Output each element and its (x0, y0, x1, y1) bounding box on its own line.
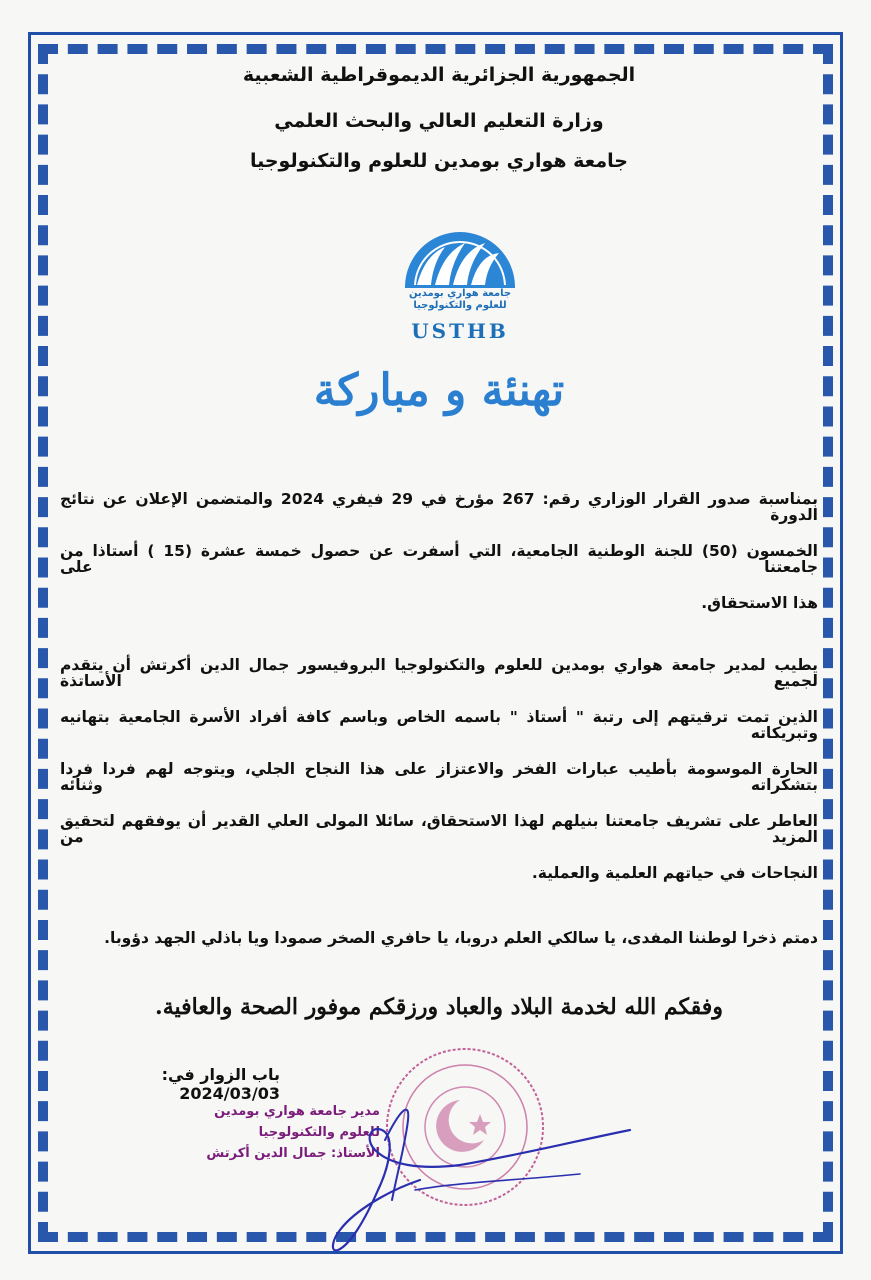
date-value: 2024/03/03 (179, 1084, 280, 1103)
certificate (60, 60, 818, 1230)
paragraph-line: العاطر على تشريف جامعتنا بنيلهم لهذا الاستحقاق، سائلا المولى العلي القدير أن يوفقهم لتحقيق المزيد من (60, 812, 818, 846)
logo-arabic-line2: للعلوم والتكنولوجيا (413, 299, 507, 311)
paragraph-line: الذين تمت ترقيتهم إلى رتبة " أستاذ " باسمه الخاص وباسم كافة أفراد الأسرة الجامعية بتهانيه وتبريكاته (60, 708, 818, 742)
paragraph-congratulations (60, 658, 818, 918)
handwritten-signature (160, 1070, 640, 1270)
logo-acronym: USTHB (411, 319, 509, 343)
motto-line: دمتم ذخرا لوطننا المفدى، يا سالكي العلم دروبا، يا حافري الصخر صمودا ويا باذلي الجهد دؤوبا. (104, 929, 818, 947)
usthb-logo (395, 225, 525, 345)
logo-dome-icon (395, 225, 525, 289)
signer-title: مدير جامعة هواري بومدين (214, 1104, 380, 1119)
paragraph-line: النجاحات في حياتهم العلمية والعملية. (531, 864, 818, 882)
logo-arabic-text (395, 288, 525, 311)
place-label: باب الزوار في: (161, 1065, 280, 1084)
university-heading: جامعة هواري بومدين للعلوم والتكنولوجيا (249, 150, 629, 172)
congratulations-title: تهنئة و مباركة (313, 365, 565, 416)
republic-heading: الجمهورية الجزائرية الديموقراطية الشعبية (242, 64, 636, 86)
ministry-heading: وزارة التعليم العالي والبحث العلمي (274, 110, 604, 132)
signer-name: الأستاذ: جمال الدين أكرتش (206, 1145, 380, 1161)
paragraph-line: يطيب لمدير جامعة هواري بومدين للعلوم والتكنولوجيا البروفيسور جمال الدين أكرتش أن يتقدم لجميع الأساتذة (60, 656, 818, 690)
paragraph-line: هذا الاستحقاق. (701, 594, 818, 612)
signer-institution: للعلوم والتكنولوجيا (258, 1124, 380, 1140)
paragraph-line: الخمسون (50) للجنة الوطنية الجامعية، التي أسفرت عن حصول خمسة عشرة (15 ) أستاذا من جامعتنا على (60, 542, 818, 576)
closing-wish: وفقكم الله لخدمة البلاد والعباد ورزقكم موفور الصحة والعافية. (155, 994, 723, 1020)
paragraph-line: الحارة الموسومة بأطيب عبارات الفخر والاعتزاز على هذا النجاح الجلي، ويتوجه لهم فردا فردا بتشكراته وثنائه (60, 760, 818, 794)
paragraph-line: بمناسبة صدور القرار الوزاري رقم: 267 مؤرخ في 29 فيفري 2024 والمتضمن الإعلان عن نتائج الدورة (60, 490, 818, 524)
paragraph-announcement (60, 492, 818, 648)
logo-arabic-line1: جامعة هواري بومدين (408, 288, 512, 299)
